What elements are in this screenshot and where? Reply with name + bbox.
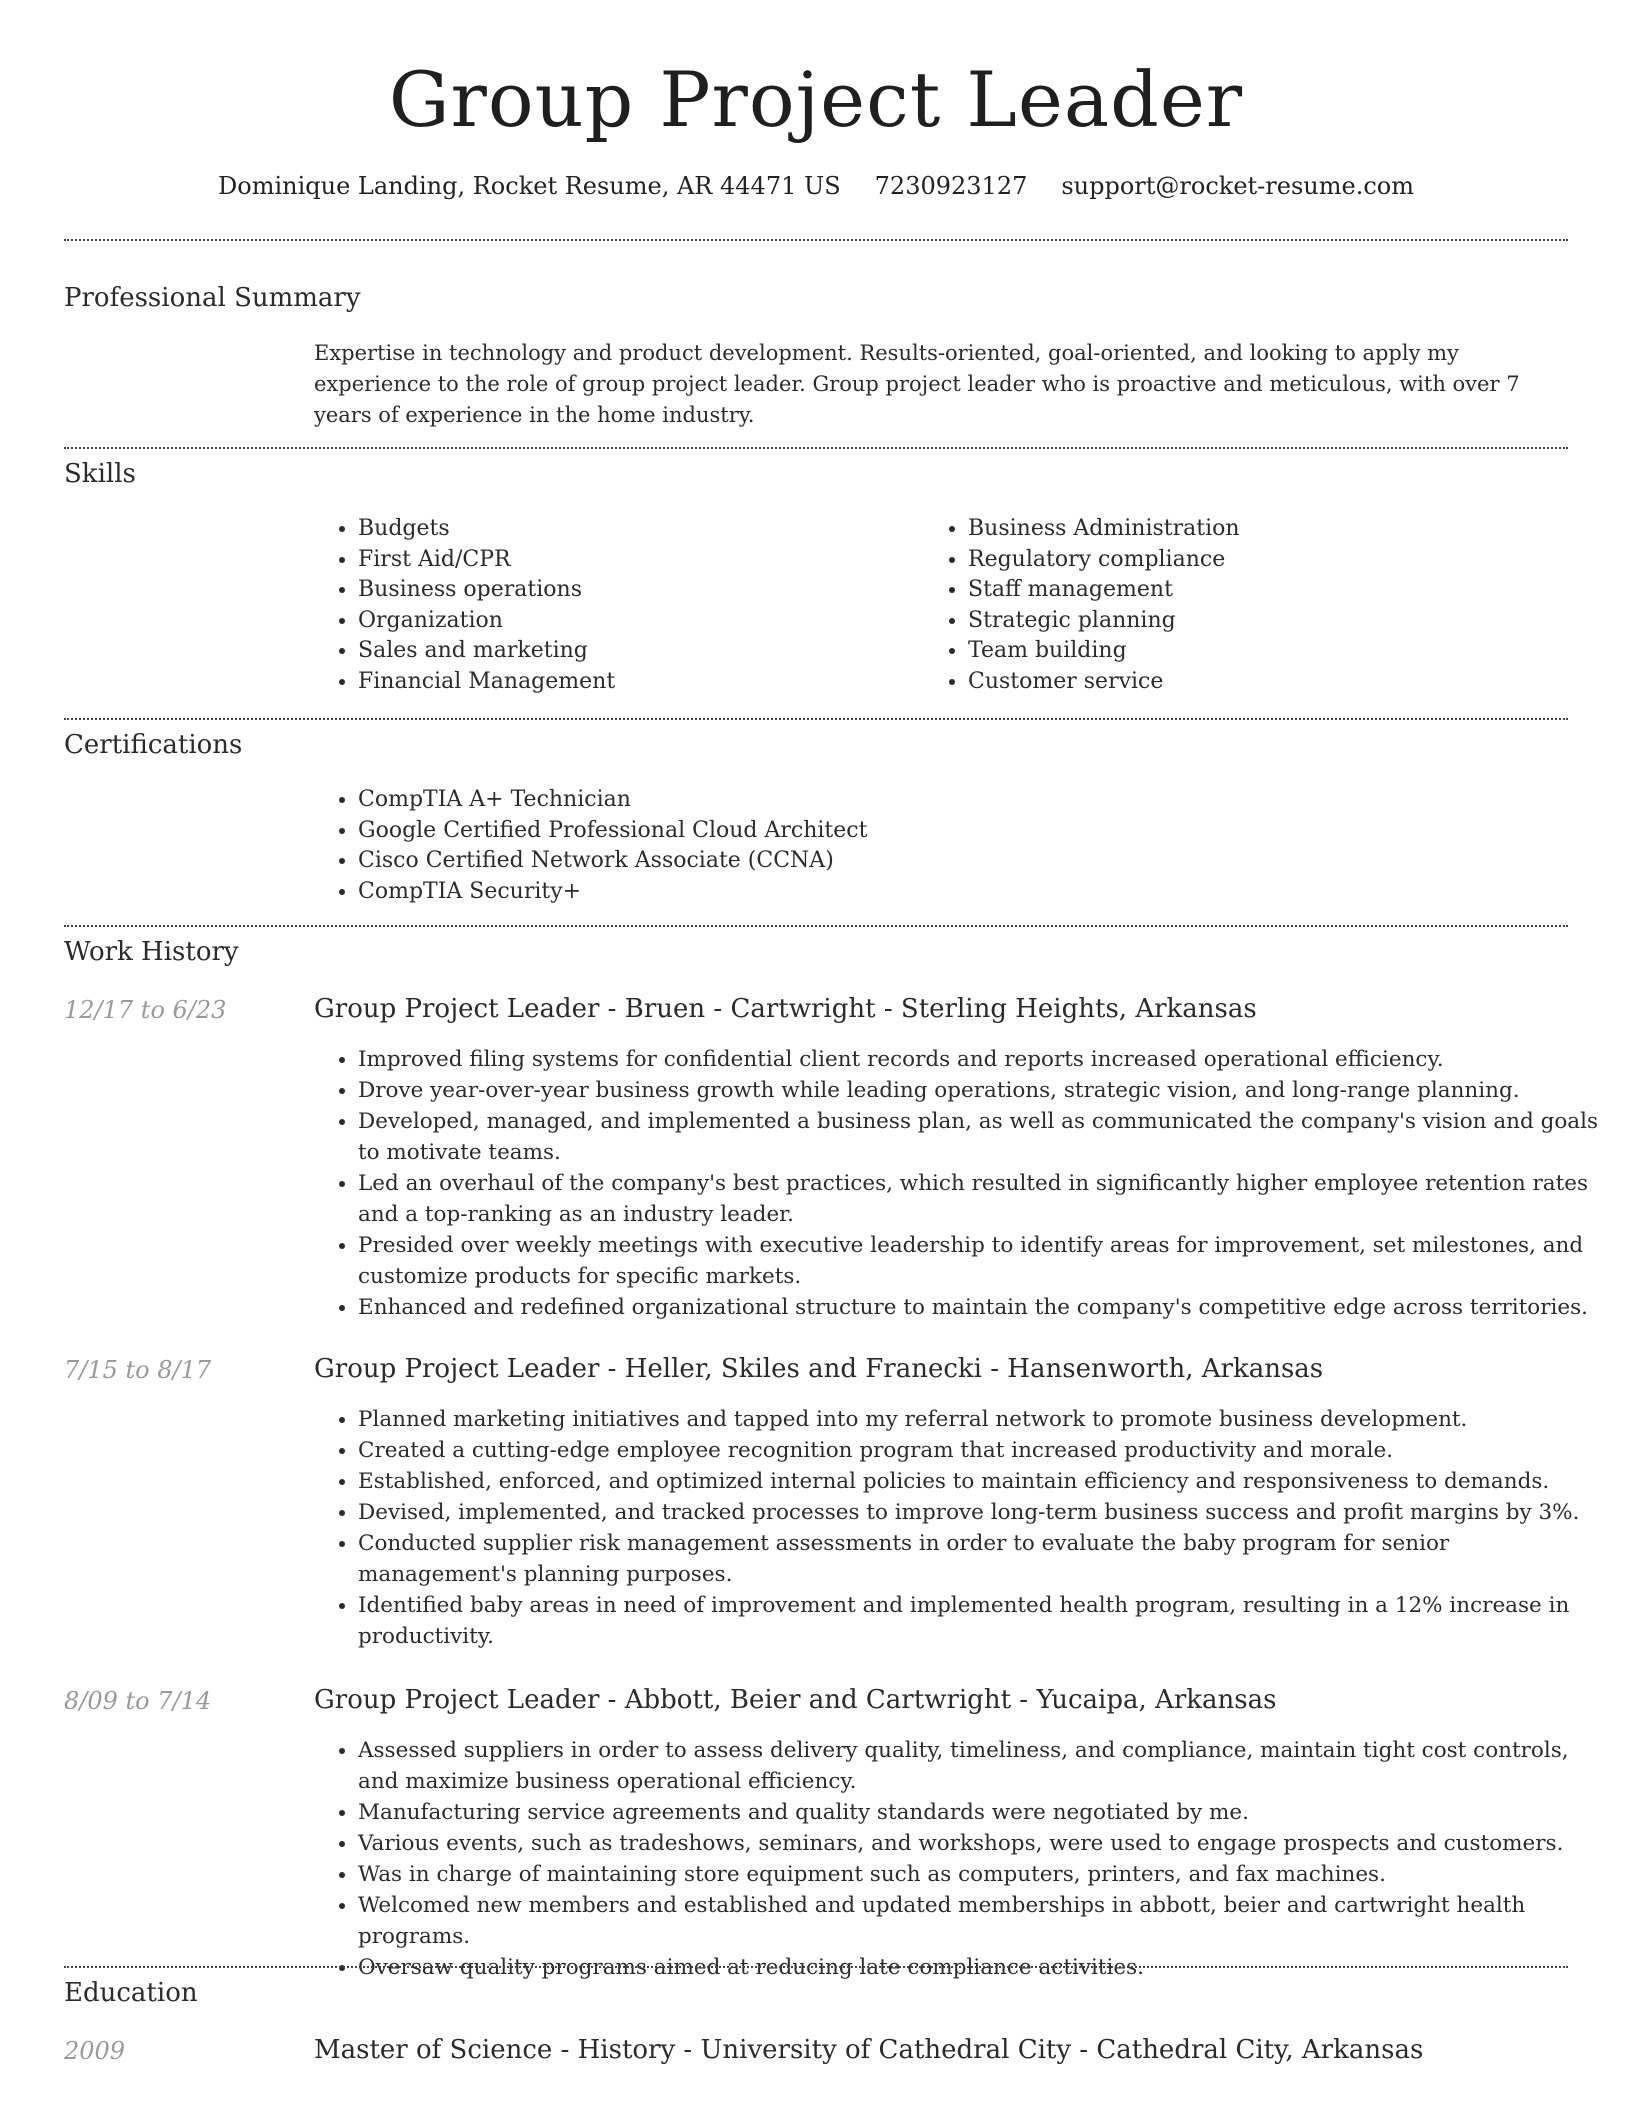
- job-bullet: • Led an overhaul of the company's best practices, which resulted in significantly higher employee retention rates and a top-ranking as an industry leader.: [358, 1168, 1614, 1230]
- job-bullet: • Devised, implemented, and tracked processes to improve long-term business success and profit margins by 3%.: [358, 1497, 1614, 1528]
- certification-item: • Google Certified Professional Cloud Architect: [358, 816, 1558, 847]
- education-year: 2009: [64, 2037, 126, 2065]
- job-bullets: [314, 1404, 1614, 1652]
- section-divider: [64, 447, 1568, 449]
- job-heading: Group Project Leader - Bruen - Cartwright - Sterling Heights, Arkansas: [314, 994, 1257, 1024]
- job-bullet: • Planned marketing initiatives and tapped into my referral network to promote business development.: [358, 1404, 1614, 1435]
- skills-list-left: [314, 514, 918, 697]
- candidate-name: Group Project Leader: [388, 55, 1244, 144]
- skill-item: • Strategic planning: [968, 606, 1568, 637]
- certification-item: • CompTIA A+ Technician: [358, 785, 1558, 816]
- skill-item: • Customer service: [968, 667, 1568, 698]
- skill-item: • Team building: [968, 636, 1568, 667]
- job-heading: Group Project Leader - Heller, Skiles and Franecki - Hansenworth, Arkansas: [314, 1354, 1324, 1384]
- job-bullet: • Developed, managed, and implemented a business plan, as well as communicated the company's vision and goals to motivate teams.: [358, 1106, 1614, 1168]
- section-title-certifications: Certifications: [64, 730, 243, 760]
- job-dates: 8/09 to 7/14: [64, 1687, 212, 1715]
- summary-text: Expertise in technology and product development. Results-oriented, goal-oriented, and looking to apply my experience to the role of group project leader. Group project leader who is proactive and meticulous, with over 7 years of experience in the home industry.: [314, 341, 1520, 427]
- skills-list-right: [924, 514, 1568, 697]
- skill-item: • Budgets: [358, 514, 918, 545]
- contact-address: Dominique Landing, Rocket Resume, AR 44471 US: [218, 172, 841, 200]
- skill-item: • Financial Management: [358, 667, 918, 698]
- job-bullet: • Welcomed new members and established and updated memberships in abbott, beier and cartwright health programs.: [358, 1890, 1614, 1952]
- education-heading: Master of Science - History - University of Cathedral City - Cathedral City, Arkansas: [314, 2035, 1424, 2065]
- section-title-summary: Professional Summary: [64, 283, 361, 313]
- section-title-work-history: Work History: [64, 937, 239, 967]
- skill-item: • Sales and marketing: [358, 636, 918, 667]
- job-bullet: • Various events, such as tradeshows, seminars, and workshops, were used to engage prospects and customers.: [358, 1828, 1614, 1859]
- section-title-skills: Skills: [64, 459, 136, 489]
- job-bullets: [314, 1044, 1614, 1323]
- section-divider: [64, 1966, 1568, 1968]
- skill-item: • Staff management: [968, 575, 1568, 606]
- contact-line: [0, 172, 1632, 200]
- section-divider: [64, 925, 1568, 927]
- job-heading: Group Project Leader - Abbott, Beier and Cartwright - Yucaipa, Arkansas: [314, 1685, 1277, 1715]
- job-bullet: • Presided over weekly meetings with executive leadership to identify areas for improvement, set milestones, and customize products for specific markets.: [358, 1230, 1614, 1292]
- section-divider: [64, 718, 1568, 720]
- job-bullet: • Conducted supplier risk management assessments in order to evaluate the baby program for senior management's planning purposes.: [358, 1528, 1614, 1590]
- job-dates: 7/15 to 8/17: [64, 1356, 212, 1384]
- skill-item: • First Aid/CPR: [358, 545, 918, 576]
- section-divider: [64, 239, 1568, 241]
- section-title-education: Education: [64, 1978, 198, 2008]
- certifications-list: [314, 785, 1558, 907]
- job-bullet: • Established, enforced, and optimized internal policies to maintain efficiency and responsiveness to demands.: [358, 1466, 1614, 1497]
- skill-item: • Regulatory compliance: [968, 545, 1568, 576]
- resume-header: [0, 0, 1632, 200]
- skill-item: • Business operations: [358, 575, 918, 606]
- job-bullet: • Oversaw quality programs aimed at reducing late compliance activities.: [358, 1952, 1614, 1983]
- skill-item: • Organization: [358, 606, 918, 637]
- job-bullets: [314, 1735, 1614, 1983]
- contact-email[interactable]: support@rocket-resume.com: [1061, 172, 1414, 200]
- skill-item: • Business Administration: [968, 514, 1568, 545]
- job-bullet: • Enhanced and redefined organizational structure to maintain the company's competitive edge across territories.: [358, 1292, 1614, 1323]
- certification-item: • CompTIA Security+: [358, 877, 1558, 908]
- job-bullet: • Created a cutting-edge employee recognition program that increased productivity and morale.: [358, 1435, 1614, 1466]
- job-bullet: • Manufacturing service agreements and quality standards were negotiated by me.: [358, 1797, 1614, 1828]
- job-bullet: • Assessed suppliers in order to assess delivery quality, timeliness, and compliance, maintain tight cost controls, and maximize business operational efficiency.: [358, 1735, 1614, 1797]
- certification-item: • Cisco Certified Network Associate (CCNA): [358, 846, 1558, 877]
- job-bullet: • Identified baby areas in need of improvement and implemented health program, resulting in a 12% increase in productivity.: [358, 1590, 1614, 1652]
- job-bullet: • Improved filing systems for confidential client records and reports increased operational efficiency.: [358, 1044, 1614, 1075]
- job-bullet: • Was in charge of maintaining store equipment such as computers, printers, and fax machines.: [358, 1859, 1614, 1890]
- job-bullet: • Drove year-over-year business growth while leading operations, strategic vision, and long-range planning.: [358, 1075, 1614, 1106]
- job-dates: 12/17 to 6/23: [64, 996, 227, 1024]
- contact-phone: 7230923127: [874, 172, 1028, 200]
